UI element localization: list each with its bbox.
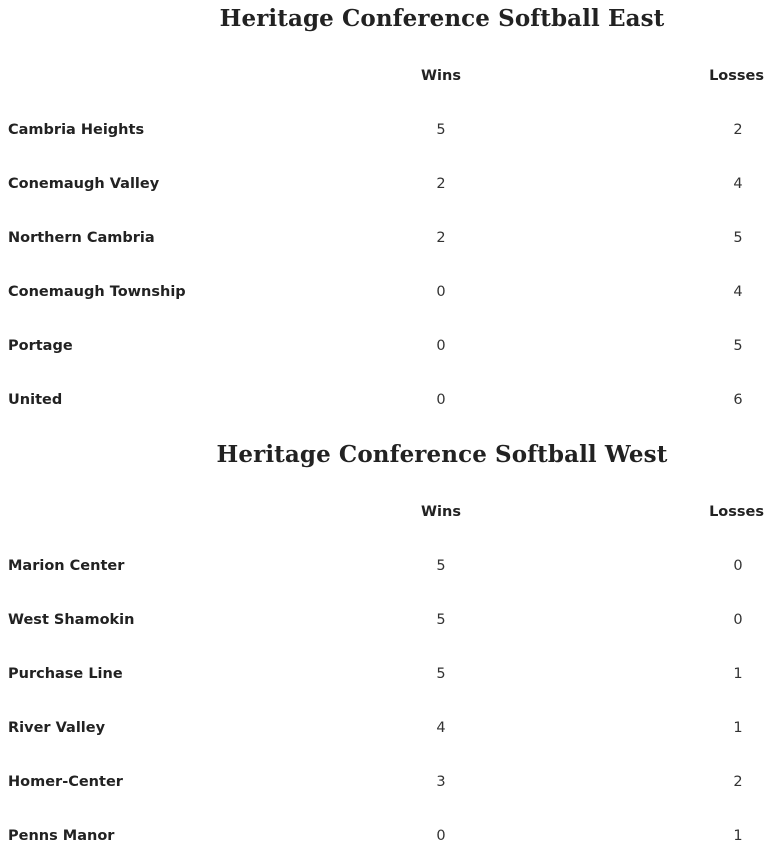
losses-cell bbox=[596, 103, 768, 157]
team-name-cell: Cambria Heights bbox=[8, 122, 145, 138]
team-name-cell: Conemaugh Township bbox=[8, 284, 186, 300]
wins-cell: 2 bbox=[436, 176, 446, 192]
wins-cell: 0 bbox=[436, 392, 446, 408]
wins-cell: 0 bbox=[436, 338, 446, 354]
losses-value: 4 bbox=[733, 176, 743, 192]
team-name-cell: Penns Manor bbox=[8, 828, 115, 844]
wins-cell: 2 bbox=[436, 230, 446, 246]
losses-cell bbox=[596, 157, 768, 211]
losses-column-header-label: Losses bbox=[709, 68, 764, 84]
team-name-cell: River Valley bbox=[8, 720, 106, 736]
team-name-cell: Homer-Center bbox=[8, 774, 123, 790]
table-row bbox=[0, 539, 768, 593]
losses-cell bbox=[596, 809, 768, 863]
losses-value: 1 bbox=[733, 666, 743, 682]
table-header-row bbox=[0, 485, 768, 539]
standings-table-east bbox=[0, 49, 768, 427]
losses-value: 6 bbox=[733, 392, 743, 408]
team-name-cell: Northern Cambria bbox=[8, 230, 155, 246]
wins-cell: 3 bbox=[436, 774, 446, 790]
wins-cell: 5 bbox=[436, 612, 446, 628]
losses-value: 5 bbox=[733, 338, 743, 354]
losses-cell bbox=[596, 373, 768, 427]
table-row bbox=[0, 755, 768, 809]
table-row bbox=[0, 701, 768, 755]
wins-cell: 5 bbox=[436, 558, 446, 574]
losses-cell bbox=[596, 593, 768, 647]
team-name-cell: Portage bbox=[8, 338, 73, 354]
team-column-header bbox=[0, 49, 290, 103]
table-row bbox=[0, 593, 768, 647]
team-name-cell: Conemaugh Valley bbox=[8, 176, 160, 192]
losses-cell bbox=[596, 265, 768, 319]
wins-cell: 5 bbox=[436, 122, 446, 138]
losses-value: 2 bbox=[733, 122, 743, 138]
losses-value: 0 bbox=[733, 612, 743, 628]
table-row bbox=[0, 319, 768, 373]
wins-cell: 5 bbox=[436, 666, 446, 682]
losses-cell bbox=[596, 755, 768, 809]
team-column-header bbox=[0, 485, 290, 539]
losses-value: 5 bbox=[733, 230, 743, 246]
table-body-west bbox=[0, 539, 768, 863]
losses-cell bbox=[596, 319, 768, 373]
table-row bbox=[0, 647, 768, 701]
losses-value: 4 bbox=[733, 284, 743, 300]
losses-cell bbox=[596, 539, 768, 593]
team-name-cell: West Shamokin bbox=[8, 612, 135, 628]
wins-column-header: Wins bbox=[421, 504, 461, 520]
team-name-cell: United bbox=[8, 392, 63, 408]
wins-cell: 0 bbox=[436, 284, 446, 300]
standings-table-west bbox=[0, 485, 768, 863]
table-row bbox=[0, 373, 768, 427]
wins-cell: 0 bbox=[436, 828, 446, 844]
losses-cell bbox=[596, 647, 768, 701]
table-header-row bbox=[0, 49, 768, 103]
table-row bbox=[0, 809, 768, 863]
losses-value: 0 bbox=[733, 558, 743, 574]
team-name-cell: Marion Center bbox=[8, 558, 125, 574]
table-row bbox=[0, 103, 768, 157]
losses-column-header-label: Losses bbox=[709, 504, 764, 520]
table-row bbox=[0, 157, 768, 211]
wins-column-header: Wins bbox=[421, 68, 461, 84]
losses-column-header bbox=[596, 49, 768, 103]
losses-value: 2 bbox=[733, 774, 743, 790]
table-row bbox=[0, 211, 768, 265]
losses-cell bbox=[596, 701, 768, 755]
table-body-east bbox=[0, 103, 768, 427]
team-name-cell: Purchase Line bbox=[8, 666, 123, 682]
losses-value: 1 bbox=[733, 828, 743, 844]
section-title-west: Heritage Conference Softball West bbox=[216, 441, 668, 468]
losses-column-header bbox=[596, 485, 768, 539]
losses-value: 1 bbox=[733, 720, 743, 736]
section-title-east: Heritage Conference Softball East bbox=[219, 5, 665, 32]
table-row bbox=[0, 265, 768, 319]
wins-cell: 4 bbox=[436, 720, 446, 736]
losses-cell bbox=[596, 211, 768, 265]
